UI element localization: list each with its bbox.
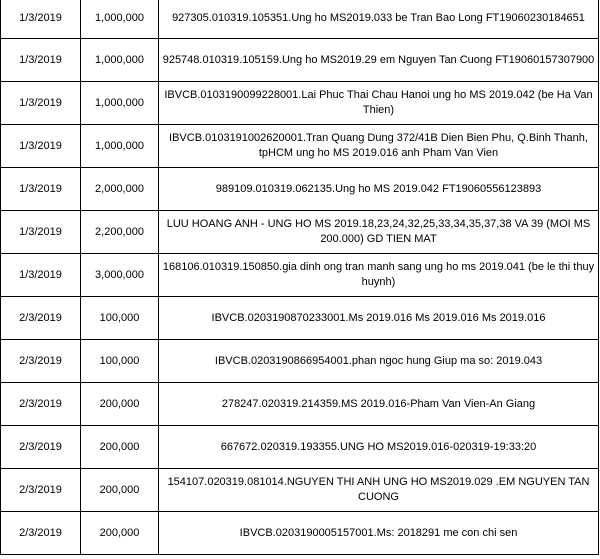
description-cell: IBVCB.0203190870233001.Ms 2019.016 Ms 2019.016 Ms 2019.016	[159, 297, 599, 340]
description-cell: 168106.010319.150850.gia dinh ong tran manh sang ung ho ms 2019.041 (be le thi thuy huynh)	[159, 254, 599, 297]
date-cell: 2/3/2019	[1, 297, 81, 340]
amount-cell: 2,000,000	[81, 168, 159, 211]
table-row	[1, 168, 599, 211]
description-cell: LUU HOANG ANH - UNG HO MS 2019.18,23,24,32,25,33,34,35,37,38 VA 39 (MOI MS 200.000) GD TIEN MAT	[159, 211, 599, 254]
date-cell: 1/3/2019	[1, 39, 81, 82]
description-cell: IBVCB.0203190005157001.Ms: 2018291 me con chi sen	[159, 512, 599, 555]
date-cell: 1/3/2019	[1, 82, 81, 125]
amount-cell: 200,000	[81, 469, 159, 512]
description-cell: 154107.020319.081014.NGUYEN THI ANH UNG HO MS2019.029 .EM NGUYEN TAN CUONG	[159, 469, 599, 512]
date-cell: 1/3/2019	[1, 125, 81, 168]
description-cell: IBVCB.0203190866954001.phan ngoc hung Giup ma so: 2019.043	[159, 340, 599, 383]
table-row	[1, 82, 599, 125]
amount-cell: 3,000,000	[81, 254, 159, 297]
date-cell: 1/3/2019	[1, 254, 81, 297]
table-row	[1, 297, 599, 340]
date-cell: 1/3/2019	[1, 211, 81, 254]
table-row	[1, 211, 599, 254]
description-cell: 667672.020319.193355.UNG HO MS2019.016-020319-19:33:20	[159, 426, 599, 469]
date-cell: 2/3/2019	[1, 512, 81, 555]
table-row	[1, 254, 599, 297]
table-row	[1, 0, 599, 39]
table-row	[1, 39, 599, 82]
table-row	[1, 512, 599, 555]
amount-cell: 100,000	[81, 340, 159, 383]
description-cell: 989109.010319.062135.Ung ho MS 2019.042 FT19060556123893	[159, 168, 599, 211]
description-cell: IBVCB.0103191002620001.Tran Quang Dung 372/41B Dien Bien Phu, Q.Binh Thanh, tpHCM ung ho MS 2019.016 anh Pham Van Vien	[159, 125, 599, 168]
date-cell: 2/3/2019	[1, 469, 81, 512]
date-cell: 2/3/2019	[1, 383, 81, 426]
date-cell: 1/3/2019	[1, 0, 81, 39]
amount-cell: 200,000	[81, 426, 159, 469]
description-cell: 927305.010319.105351.Ung ho MS2019.033 be Tran Bao Long FT19060230184651	[159, 0, 599, 39]
date-cell: 1/3/2019	[1, 168, 81, 211]
amount-cell: 200,000	[81, 383, 159, 426]
table-row	[1, 340, 599, 383]
amount-cell: 100,000	[81, 297, 159, 340]
description-cell: 278247.020319.214359.MS 2019.016-Pham Van Vien-An Giang	[159, 383, 599, 426]
amount-cell: 1,000,000	[81, 125, 159, 168]
table-row	[1, 469, 599, 512]
date-cell: 2/3/2019	[1, 426, 81, 469]
date-cell: 2/3/2019	[1, 340, 81, 383]
amount-cell: 200,000	[81, 512, 159, 555]
amount-cell: 2,200,000	[81, 211, 159, 254]
description-cell: 925748.010319.105159.Ung ho MS2019.29 em Nguyen Tan Cuong FT19060157307900	[159, 39, 599, 82]
table-row	[1, 383, 599, 426]
description-cell: IBVCB.0103190099228001.Lai Phuc Thai Chau Hanoi ung ho MS 2019.042 (be Ha Van Thien)	[159, 82, 599, 125]
amount-cell: 1,000,000	[81, 0, 159, 39]
table-row	[1, 125, 599, 168]
amount-cell: 1,000,000	[81, 39, 159, 82]
table-row	[1, 426, 599, 469]
amount-cell: 1,000,000	[81, 82, 159, 125]
